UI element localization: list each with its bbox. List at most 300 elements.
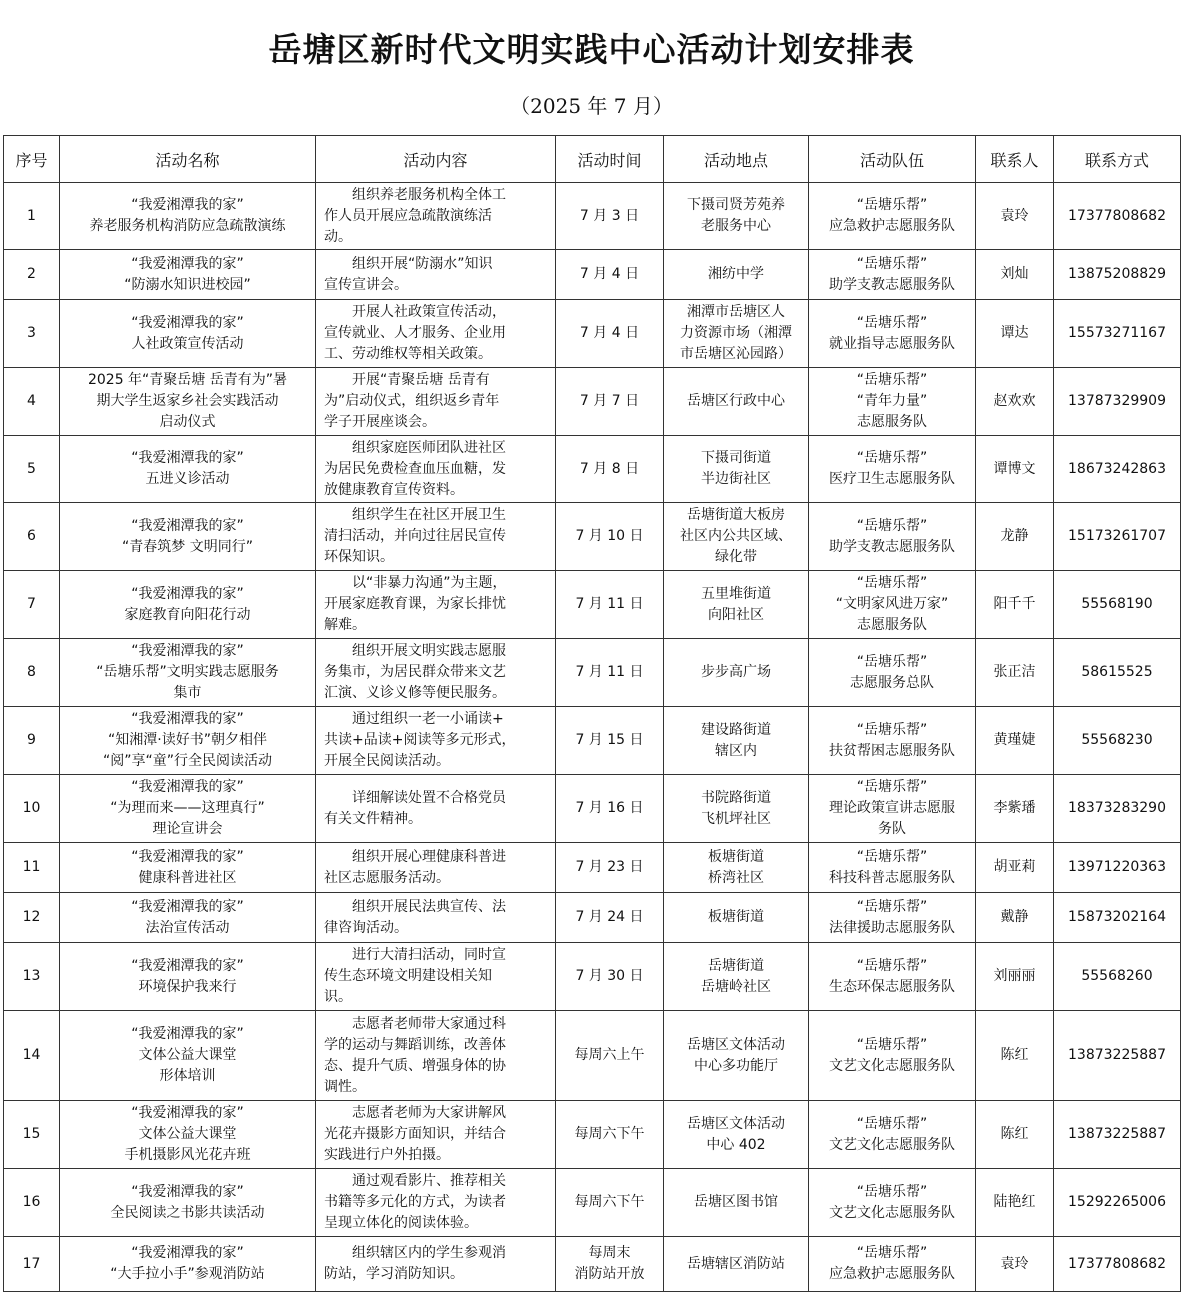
cell-activity-team xyxy=(809,250,976,300)
cell-activity-place xyxy=(664,300,809,368)
cell-no: 1 xyxy=(4,183,60,250)
cell-contact-phone: 55568230 xyxy=(1054,707,1181,775)
cell-line: 态、提升气质、增强身体的协 xyxy=(324,1057,506,1074)
cell-contact-phone: 15573271167 xyxy=(1054,300,1181,368)
cell-line: 清扫活动，并向过往居民宣传 xyxy=(324,528,506,544)
cell-line: 环境保护我来行 xyxy=(138,978,237,995)
table-row xyxy=(4,775,1181,843)
cell-no: 16 xyxy=(4,1169,60,1237)
cell-line: 桥湾社区 xyxy=(708,869,764,886)
cell-activity-time xyxy=(556,1011,664,1101)
cell-line: 开展人社政策宣传活动， xyxy=(352,304,506,320)
cell-line: 助学支教志愿服务队 xyxy=(829,276,955,293)
cell-activity-content xyxy=(316,943,556,1011)
cell-line: 集市 xyxy=(173,685,202,701)
cell-line: 组织开展“防溺水”知识 xyxy=(352,255,493,272)
cell-line: 7 月 24 日 xyxy=(575,909,644,925)
cell-activity-name xyxy=(60,250,316,300)
table-row xyxy=(4,639,1181,707)
cell-line: 文艺文化志愿服务队 xyxy=(829,1057,955,1074)
cell-activity-time xyxy=(556,943,664,1011)
activity-table xyxy=(3,135,1181,1292)
cell-activity-content xyxy=(316,1169,556,1237)
cell-line: 7 月 23 日 xyxy=(575,859,644,875)
cell-line: 板塘街道 xyxy=(708,848,764,865)
cell-line: 湘纺中学 xyxy=(708,266,764,282)
cell-activity-time xyxy=(556,843,664,893)
cell-line: 下摄司贤芳苑养 xyxy=(687,197,785,213)
cell-activity-time xyxy=(556,639,664,707)
cell-line: 作人员开展应急疏散演练活 xyxy=(324,207,492,224)
cell-activity-team xyxy=(809,707,976,775)
cell-activity-time xyxy=(556,1169,664,1237)
cell-line: 宣传就业、人才服务、企业用 xyxy=(324,325,506,341)
cell-contact-person: 龙静 xyxy=(976,503,1054,571)
cell-line: “青年力量” xyxy=(856,393,928,409)
cell-line: 志愿服务队 xyxy=(857,617,927,633)
cell-activity-place xyxy=(664,893,809,943)
cell-line: 调性。 xyxy=(324,1078,366,1095)
cell-line: “我爱湘潭我的家” xyxy=(131,848,244,865)
cell-line: 实践进行户外拍摄。 xyxy=(324,1147,450,1163)
cell-line: 宣传宣讲会。 xyxy=(324,276,408,293)
cell-activity-time xyxy=(556,368,664,436)
cell-line: 进行大清扫活动，同时宣 xyxy=(352,947,506,963)
cell-activity-time xyxy=(556,503,664,571)
cell-contact-person: 袁玲 xyxy=(976,1237,1054,1292)
cell-activity-time xyxy=(556,1237,664,1292)
cell-line: 详细解读处置不合格党员 xyxy=(352,789,506,806)
cell-activity-content xyxy=(316,1237,556,1292)
cell-line: 7 月 16 日 xyxy=(575,800,644,816)
cell-activity-place xyxy=(664,775,809,843)
cell-line: 扶贫帮困志愿服务队 xyxy=(829,742,955,759)
cell-activity-content xyxy=(316,300,556,368)
cell-no: 6 xyxy=(4,503,60,571)
cell-line: 有关文件精神。 xyxy=(324,810,422,827)
cell-contact-person: 赵欢欢 xyxy=(976,368,1054,436)
cell-line: 组织辖区内的学生参观消 xyxy=(352,1245,506,1261)
cell-activity-team xyxy=(809,300,976,368)
cell-line: 识。 xyxy=(324,989,352,1005)
cell-line: “岳塘乐帮” xyxy=(856,575,928,591)
cell-line: 志愿服务队 xyxy=(857,414,927,430)
cell-line: 解难。 xyxy=(324,617,366,633)
cell-line: “岳塘乐帮” xyxy=(856,1245,928,1261)
cell-line: 志愿服务总队 xyxy=(850,674,934,691)
cell-no: 10 xyxy=(4,775,60,843)
cell-line: 市岳塘区沁园路） xyxy=(680,346,792,362)
cell-no: 11 xyxy=(4,843,60,893)
cell-line: 学子开展座谈会。 xyxy=(324,414,436,430)
cell-line: 飞机坪社区 xyxy=(701,810,771,827)
cell-line: “岳塘乐帮” xyxy=(856,314,928,331)
table-row xyxy=(4,250,1181,300)
cell-line: 绿化带 xyxy=(715,549,757,565)
cell-contact-phone: 13875208829 xyxy=(1054,250,1181,300)
cell-line: 组织家庭医师团队进社区 xyxy=(352,439,506,456)
table-row xyxy=(4,1169,1181,1237)
cell-activity-team xyxy=(809,1169,976,1237)
cell-line: “岳塘乐帮” xyxy=(856,721,928,738)
cell-activity-place xyxy=(664,250,809,300)
cell-activity-content xyxy=(316,250,556,300)
cell-line: “我爱湘潭我的家” xyxy=(131,450,244,466)
cell-activity-name xyxy=(60,503,316,571)
cell-line: 组织开展文明实践志愿服 xyxy=(352,643,506,659)
cell-line: 光花卉摄影方面知识，并结合 xyxy=(324,1126,506,1142)
cell-line: 文艺文化志愿服务队 xyxy=(829,1136,955,1153)
cell-activity-name xyxy=(60,893,316,943)
cell-activity-time xyxy=(556,183,664,250)
cell-activity-content xyxy=(316,639,556,707)
cell-line: 每周六下午 xyxy=(574,1126,645,1142)
cell-line: “岳塘乐帮” xyxy=(856,779,928,795)
cell-line: 7 月 4 日 xyxy=(579,325,640,341)
cell-activity-name xyxy=(60,368,316,436)
cell-activity-place xyxy=(664,368,809,436)
cell-activity-place xyxy=(664,436,809,503)
cell-line: 辖区内 xyxy=(715,742,757,759)
cell-line: “我爱湘潭我的家” xyxy=(131,1026,244,1042)
table-row xyxy=(4,707,1181,775)
cell-line: 动。 xyxy=(324,228,352,245)
cell-line: “我爱湘潭我的家” xyxy=(131,898,244,915)
cell-line: 理论政策宣讲志愿服 xyxy=(829,800,955,816)
cell-line: 岳塘岭社区 xyxy=(701,978,771,995)
cell-activity-place xyxy=(664,1011,809,1101)
cell-line: 务集市，为居民群众带来文艺 xyxy=(324,664,506,680)
cell-activity-content xyxy=(316,1011,556,1101)
cell-contact-phone: 18373283290 xyxy=(1054,775,1181,843)
cell-line: “岳塘乐帮” xyxy=(856,197,928,213)
cell-contact-phone: 15173261707 xyxy=(1054,503,1181,571)
cell-activity-team xyxy=(809,1011,976,1101)
cell-line: 期大学生返家乡社会实践活动 xyxy=(96,393,279,409)
cell-activity-time xyxy=(556,300,664,368)
cell-activity-place xyxy=(664,1237,809,1292)
cell-activity-team xyxy=(809,893,976,943)
cell-line: “我爱湘潭我的家” xyxy=(131,779,244,795)
cell-line: 组织开展民法典宣传、法 xyxy=(352,898,506,915)
header-contact: 联系人 xyxy=(976,136,1054,183)
cell-line: 7 月 3 日 xyxy=(579,207,640,224)
cell-activity-time xyxy=(556,436,664,503)
table-row xyxy=(4,436,1181,503)
cell-activity-place xyxy=(664,639,809,707)
cell-line: 务队 xyxy=(878,821,906,837)
table-row xyxy=(4,368,1181,436)
cell-line: 传生态环境文明建设相关知 xyxy=(324,968,492,984)
cell-line: 全民阅读之书影共读活动 xyxy=(110,1204,265,1221)
cell-activity-team xyxy=(809,436,976,503)
cell-line: “岳塘乐帮” xyxy=(856,1183,928,1200)
cell-no: 12 xyxy=(4,893,60,943)
cell-activity-place xyxy=(664,943,809,1011)
cell-line: 手机摄影风光花卉班 xyxy=(124,1147,251,1163)
cell-line: “青春筑梦 文明同行” xyxy=(122,538,253,555)
cell-activity-team xyxy=(809,571,976,639)
cell-line: 岳塘区文体活动 xyxy=(687,1036,785,1053)
cell-activity-name xyxy=(60,436,316,503)
cell-line: 学的运动与舞蹈训练，改善体 xyxy=(324,1036,506,1053)
cell-activity-place xyxy=(664,707,809,775)
cell-contact-person: 陆艳红 xyxy=(976,1169,1054,1237)
header-no: 序号 xyxy=(4,136,60,183)
cell-activity-name xyxy=(60,639,316,707)
cell-line: “岳塘乐帮” xyxy=(856,1115,928,1132)
cell-no: 17 xyxy=(4,1237,60,1292)
cell-line: 志愿者老师为大家讲解风 xyxy=(352,1105,506,1121)
cell-line: 志愿者老师带大家通过科 xyxy=(352,1015,506,1032)
cell-activity-time xyxy=(556,893,664,943)
cell-activity-content xyxy=(316,183,556,250)
cell-contact-phone: 15873202164 xyxy=(1054,893,1181,943)
cell-activity-team xyxy=(809,368,976,436)
cell-no: 4 xyxy=(4,368,60,436)
cell-line: “为理而来——这理真行” xyxy=(110,800,265,816)
cell-line: 理论宣讲会 xyxy=(152,821,223,837)
cell-line: 岳塘区文体活动 xyxy=(687,1115,785,1132)
table-row xyxy=(4,503,1181,571)
cell-contact-person: 刘丽丽 xyxy=(976,943,1054,1011)
cell-activity-name xyxy=(60,1169,316,1237)
cell-line: 文艺文化志愿服务队 xyxy=(829,1204,955,1221)
cell-line: 养老服务机构消防应急疏散演练 xyxy=(89,218,286,234)
cell-no: 3 xyxy=(4,300,60,368)
cell-line: 书籍等多元化的方式，为读者 xyxy=(324,1194,506,1210)
cell-activity-team xyxy=(809,843,976,893)
cell-line: 开展“青聚岳塘 岳青有 xyxy=(352,372,490,388)
cell-line: 健康科普进社区 xyxy=(138,869,237,886)
cell-line: 步步高广场 xyxy=(701,664,771,680)
cell-activity-name xyxy=(60,843,316,893)
cell-activity-team xyxy=(809,943,976,1011)
cell-line: 2025 年“青聚岳塘 岳青有为”暑 xyxy=(87,372,288,388)
cell-line: “岳塘乐帮” xyxy=(856,848,928,865)
cell-contact-phone: 17377808682 xyxy=(1054,1237,1181,1292)
cell-line: 科技科普志愿服务队 xyxy=(829,869,955,886)
cell-line: “我爱湘潭我的家” xyxy=(131,517,244,534)
cell-line: 文体公益大课堂 xyxy=(138,1047,237,1063)
cell-line: 法律援助志愿服务队 xyxy=(829,919,955,936)
cell-line: “我爱湘潭我的家” xyxy=(131,643,244,659)
cell-activity-place xyxy=(664,183,809,250)
cell-line: 每周六下午 xyxy=(574,1194,645,1210)
cell-activity-place xyxy=(664,1101,809,1169)
cell-line: 文体公益大课堂 xyxy=(138,1126,237,1142)
page-title: 岳塘区新时代文明实践中心活动计划安排表 xyxy=(268,30,915,69)
cell-activity-content xyxy=(316,436,556,503)
table-row xyxy=(4,1237,1181,1292)
header-time: 活动时间 xyxy=(556,136,664,183)
cell-activity-name xyxy=(60,1101,316,1169)
cell-line: 呈现立体化的阅读体验。 xyxy=(324,1215,478,1231)
cell-no: 15 xyxy=(4,1101,60,1169)
cell-activity-content xyxy=(316,843,556,893)
cell-line: 力资源市场（湘潭 xyxy=(680,325,792,341)
cell-no: 14 xyxy=(4,1011,60,1101)
cell-no: 2 xyxy=(4,250,60,300)
cell-activity-name xyxy=(60,1237,316,1292)
cell-activity-team xyxy=(809,503,976,571)
cell-line: “岳塘乐帮” xyxy=(856,653,928,670)
cell-line: 7 月 8 日 xyxy=(579,460,640,477)
cell-activity-team xyxy=(809,1237,976,1292)
cell-line: “我爱湘潭我的家” xyxy=(131,1183,244,1200)
cell-line: “文明家风进万家” xyxy=(835,596,949,612)
cell-line: 应急救护志愿服务队 xyxy=(829,218,955,234)
cell-contact-phone: 13873225887 xyxy=(1054,1101,1181,1169)
cell-line: 汇演、义诊义修等便民服务。 xyxy=(324,685,506,701)
cell-line: 半边街社区 xyxy=(701,471,771,487)
cell-activity-content xyxy=(316,1101,556,1169)
cell-contact-person: 阳千千 xyxy=(976,571,1054,639)
cell-line: 放健康教育宣传资料。 xyxy=(324,481,464,498)
cell-line: “我爱湘潭我的家” xyxy=(131,585,244,602)
cell-line: “岳塘乐帮” xyxy=(856,255,928,272)
cell-line: 助学支教志愿服务队 xyxy=(829,538,955,555)
cell-line: 7 月 11 日 xyxy=(575,664,644,680)
cell-line: 组织学生在社区开展卫生 xyxy=(352,507,506,523)
cell-contact-phone: 13873225887 xyxy=(1054,1011,1181,1101)
cell-line: 共读+品读+阅读等多元形式， xyxy=(324,732,516,748)
cell-line: “岳塘乐帮”文明实践志愿服务 xyxy=(96,664,279,680)
cell-line: 开展家庭教育课，为家长排忧 xyxy=(324,596,506,612)
cell-activity-place xyxy=(664,571,809,639)
cell-contact-phone: 13971220363 xyxy=(1054,843,1181,893)
cell-contact-person: 陈红 xyxy=(976,1011,1054,1101)
cell-line: 通过观看影片、推荐相关 xyxy=(352,1173,506,1189)
cell-line: “岳塘乐帮” xyxy=(856,957,928,974)
cell-contact-person: 戴静 xyxy=(976,893,1054,943)
cell-line: 组织开展心理健康科普进 xyxy=(352,848,506,865)
cell-contact-phone: 18673242863 xyxy=(1054,436,1181,503)
cell-no: 7 xyxy=(4,571,60,639)
cell-line: 五里堆街道 xyxy=(701,585,771,602)
cell-activity-time xyxy=(556,1101,664,1169)
table-row xyxy=(4,893,1181,943)
cell-line: “我爱湘潭我的家” xyxy=(131,314,244,331)
header-name: 活动名称 xyxy=(60,136,316,183)
cell-line: 律咨询活动。 xyxy=(324,919,408,936)
cell-line: 开展全民阅读活动。 xyxy=(324,753,450,769)
cell-contact-person: 李紫璠 xyxy=(976,775,1054,843)
cell-contact-person: 刘灿 xyxy=(976,250,1054,300)
cell-line: 应急救护志愿服务队 xyxy=(829,1266,955,1282)
cell-contact-phone: 13787329909 xyxy=(1054,368,1181,436)
table-row xyxy=(4,1101,1181,1169)
cell-line: “我爱湘潭我的家” xyxy=(131,957,244,974)
cell-line: 就业指导志愿服务队 xyxy=(829,335,955,352)
cell-line: 社区内公共区域、 xyxy=(680,528,792,544)
cell-line: 生态环保志愿服务队 xyxy=(829,978,955,995)
cell-line: 形体培训 xyxy=(159,1068,216,1084)
cell-activity-time xyxy=(556,775,664,843)
table-header-row xyxy=(4,136,1181,183)
cell-activity-name xyxy=(60,183,316,250)
cell-contact-person: 陈红 xyxy=(976,1101,1054,1169)
cell-line: 下摄司街道 xyxy=(701,450,771,466)
cell-line: 医疗卫生志愿服务队 xyxy=(829,471,955,487)
cell-line: “岳塘乐帮” xyxy=(856,517,928,534)
cell-activity-content xyxy=(316,775,556,843)
cell-line: 书院路街道 xyxy=(701,789,771,806)
cell-activity-name xyxy=(60,707,316,775)
cell-activity-place xyxy=(664,843,809,893)
cell-activity-place xyxy=(664,503,809,571)
cell-no: 13 xyxy=(4,943,60,1011)
cell-contact-person: 谭达 xyxy=(976,300,1054,368)
cell-activity-team xyxy=(809,183,976,250)
cell-activity-time xyxy=(556,707,664,775)
cell-activity-team xyxy=(809,639,976,707)
cell-line: 家庭教育向阳花行动 xyxy=(124,606,251,623)
cell-line: 法治宣传活动 xyxy=(145,919,230,936)
cell-line: “我爱湘潭我的家” xyxy=(131,1105,244,1121)
cell-line: “岳塘乐帮” xyxy=(856,450,928,466)
cell-line: “我爱湘潭我的家” xyxy=(131,197,244,213)
cell-line: 7 月 10 日 xyxy=(575,528,644,544)
cell-activity-name xyxy=(60,300,316,368)
cell-no: 5 xyxy=(4,436,60,503)
cell-line: 每周末 xyxy=(588,1245,631,1261)
cell-contact-phone: 55568190 xyxy=(1054,571,1181,639)
cell-line: 7 月 4 日 xyxy=(579,266,640,282)
cell-line: 防站，学习消防知识。 xyxy=(324,1266,464,1282)
cell-line: “我爱湘潭我的家” xyxy=(131,255,244,272)
cell-activity-team xyxy=(809,1101,976,1169)
header-place: 活动地点 xyxy=(664,136,809,183)
cell-line: 环保知识。 xyxy=(324,549,394,565)
cell-line: “大手拉小手”参观消防站 xyxy=(110,1266,265,1282)
cell-activity-content xyxy=(316,707,556,775)
cell-line: “防溺水知识进校园” xyxy=(124,276,251,293)
cell-line: “岳塘乐帮” xyxy=(856,372,928,388)
cell-line: 中心多功能厅 xyxy=(694,1057,778,1074)
cell-line: 组织养老服务机构全体工 xyxy=(352,186,506,203)
cell-line: 向阳社区 xyxy=(708,606,764,623)
cell-line: “我爱湘潭我的家” xyxy=(131,1245,244,1261)
cell-contact-person: 胡亚莉 xyxy=(976,843,1054,893)
cell-line: 7 月 7 日 xyxy=(579,393,640,409)
cell-line: 岳塘街道大板房 xyxy=(687,507,785,523)
cell-contact-phone: 55568260 xyxy=(1054,943,1181,1011)
page-subtitle: （2025 年 7 月） xyxy=(510,94,673,118)
cell-line: “我爱湘潭我的家” xyxy=(131,711,244,727)
cell-contact-person: 黄瑾婕 xyxy=(976,707,1054,775)
cell-contact-person: 谭博文 xyxy=(976,436,1054,503)
header-phone: 联系方式 xyxy=(1054,136,1181,183)
cell-line: 为”启动仪式，组织返乡青年 xyxy=(324,393,500,409)
cell-line: 五进义诊活动 xyxy=(145,471,230,487)
cell-line: 社区志愿服务活动。 xyxy=(324,869,450,886)
cell-line: 岳塘区行政中心 xyxy=(687,393,785,409)
cell-activity-time xyxy=(556,250,664,300)
cell-activity-content xyxy=(316,893,556,943)
table-row xyxy=(4,571,1181,639)
cell-line: 7 月 15 日 xyxy=(575,732,644,748)
cell-line: “知湘潭·读好书”朝夕相伴 xyxy=(108,732,267,748)
cell-contact-person: 张正洁 xyxy=(976,639,1054,707)
cell-line: 板塘街道 xyxy=(708,909,764,925)
cell-activity-name xyxy=(60,943,316,1011)
cell-line: 老服务中心 xyxy=(701,218,771,234)
cell-contact-phone: 17377808682 xyxy=(1054,183,1181,250)
cell-line: 消防站开放 xyxy=(574,1266,645,1282)
cell-line: 人社政策宣传活动 xyxy=(131,335,244,352)
cell-line: 中心 402 xyxy=(706,1136,766,1153)
